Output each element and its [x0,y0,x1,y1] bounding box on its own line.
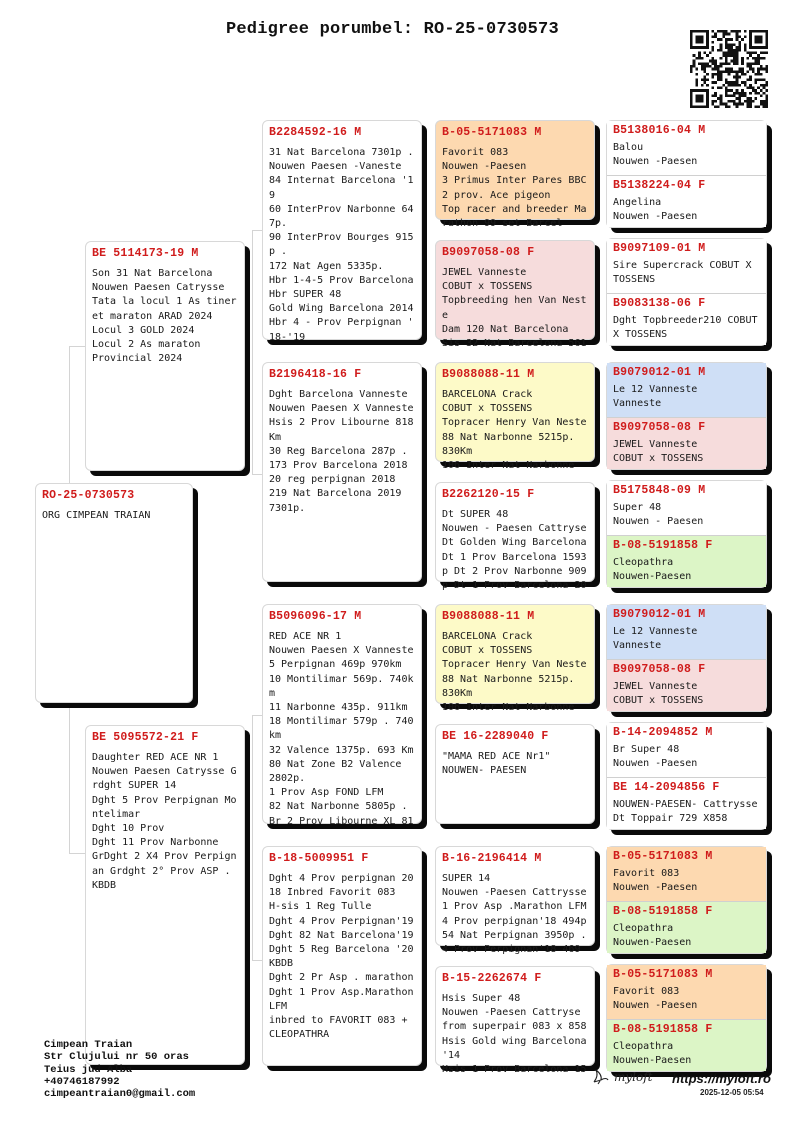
pigeon-info: Dt SUPER 48 Nouwen - Paesen Cattryse Dt Golden Wing Barcelona Dt 1 Prov Barcelona 1593 p Dt 2 Prov Narbonne 909 p Dt 1 Prov Barcelona 20 [442,509,587,592]
pedigree-card-gen3[interactable] [435,240,595,350]
pedigree-card-sire[interactable] [85,241,245,471]
connector-line [599,263,600,321]
gen4-sire[interactable] [607,847,766,901]
ring-number: RO-25-0730573 [42,489,135,502]
pigeon-info: Br Super 48 Nouwen -Paesen [613,744,698,770]
pigeon-info: 31 Nat Barcelona 7301p . Nouwen Paesen -Vaneste 84 Internat Barcelona '1 9 60 InterProv Narbonne 64 7p. 90 InterProv Bourges 915 p . 172 Nat Agen 5335p. Hbr 1-4-5 Prov Barcelona Hbr SUPER 48 Gold Wing Barcelona 2014 Hbr 4 - Prov Perpignan ' 18-'19 [269,147,414,343]
pigeon-info: Le 12 Vanneste Vanneste [613,384,698,410]
pigeon-info: Cleopathra Nouwen-Paesen [613,923,692,949]
pigeon-info: BARCELONA Crack COBUT x TOSSENS Topracer Henry Van Neste 88 Nat Narbonne 5215p. 830Km 106 Inter Nat Narbonne [442,389,587,472]
owner-street: Str Clujului nr 50 oras [44,1051,189,1064]
pigeon-info: Sire Supercrack COBUT X TOSSENS [613,260,752,286]
ring-number: B9088088-11 M [442,610,535,623]
connector-line [426,410,427,530]
pigeon-info: NOUWEN-PAESEN- Cattrysse Dt Toppair 729 X858 [613,799,758,825]
gen4-sire[interactable] [607,121,766,175]
connector-line [599,148,600,206]
gen4-sire[interactable] [607,363,766,417]
ring-number: B9079012-01 M [613,608,706,621]
ring-number: B9097058-08 F [442,246,535,259]
connector-line [426,893,427,1013]
pedigree-card-dam[interactable] [85,725,245,1065]
connector-line [69,346,86,347]
pigeon-info: Favorit 083 Nouwen -Paesen [613,868,698,894]
pedigree-card-gen4-pair[interactable] [606,362,767,470]
pigeon-info: BARCELONA Crack COBUT x TOSSENS Topracer Henry Van Neste 88 Nat Narbonne 5215p. 830Km 106 Inter Nat Narbonne [442,631,587,714]
owner-name: Cimpean Traian [44,1039,133,1051]
ring-number: BE 14-2094856 F [613,781,720,794]
pigeon-info: Hsis Super 48 Nouwen -Paesen Cattryse from superpair 083 x 858 Hsis Gold wing Barcelona '14 Hsis 1 Prov Barcelona 15 [442,993,587,1076]
ring-number: B-05-5171083 M [613,968,713,981]
ring-number: B9083138-06 F [613,297,706,310]
ring-number: B-08-5191858 F [613,539,713,552]
gen4-dam[interactable] [607,901,766,953]
pigeon-info: Balou Nouwen -Paesen [613,142,698,168]
pedigree-card-gen4-pair[interactable] [606,604,767,712]
ring-number: B2196418-16 F [269,368,362,381]
pedigree-card-gen3[interactable] [435,846,595,956]
pigeon-info: SUPER 14 Nouwen -Paesen Cattrysse 1 Prov Asp .Marathon LFM 4 Prov perpignan'18 494p 54 Nat Perpignan 3950p . 4 Prov Perpignan'18 469 [442,873,587,956]
ring-number: B-18-5009951 F [269,852,369,865]
pigeon-logo-icon [592,1068,610,1086]
pedigree-card-gen4-pair[interactable] [606,846,767,954]
pedigree-card-gen3[interactable] [435,724,595,824]
gen4-sire[interactable] [607,965,766,1019]
owner-city: Teius jud Alba [44,1063,133,1076]
ring-number: B2262120-15 F [442,488,535,501]
gen4-dam[interactable] [607,777,766,829]
pedigree-card-gen4-pair[interactable] [606,120,767,228]
pigeon-info: Le 12 Vanneste Vanneste [613,626,698,652]
pigeon-info: Dght Barcelona Vanneste Nouwen Paesen X Vanneste Hsis 2 Prov Libourne 818 Km 30 Reg Barcelona 287p . 173 Prov Barcelona 2018 20 reg perpignan 2018 219 Nat Barcelona 2019 7301p. [269,389,414,514]
pigeon-info: "MAMA RED ACE Nr1" NOUWEN- PAESEN [442,751,551,777]
connector-line [69,704,70,854]
gen4-sire[interactable] [607,239,766,293]
pigeon-info: JEWEL Vanneste COBUT x TOSSENS [613,681,704,707]
page-title: Pedigree porumbel: RO-25-0730573 [226,20,559,39]
ring-number: B-08-5191858 F [613,905,713,918]
ring-number: B-05-5171083 M [442,126,542,139]
gen4-sire[interactable] [607,605,766,659]
pedigree-card-gen2-sire-sire[interactable] [262,120,422,343]
owner-email[interactable]: cimpeantraian0@gmail.com [44,1088,196,1101]
gen4-dam[interactable] [607,175,766,227]
ring-number: BE 5114173-19 M [92,247,199,260]
ring-number: B-05-5171083 M [613,850,713,863]
pedigree-card-gen3[interactable] [435,604,595,714]
pigeon-info: Super 48 Nouwen - Paesen [613,502,704,528]
ring-number: BE 16-2289040 F [442,730,549,743]
pedigree-card-gen3[interactable] [435,482,595,592]
pedigree-card-gen2-dam-dam[interactable] [262,846,422,1066]
gen4-dam[interactable] [607,535,766,587]
pedigree-card-gen3[interactable] [435,966,595,1076]
ring-number: B9088088-11 M [442,368,535,381]
pedigree-card-subject[interactable] [35,483,193,703]
connector-line [426,170,427,290]
connector-line [252,715,253,960]
pigeon-info: Cleopathra Nouwen-Paesen [613,557,692,583]
pedigree-card-gen4-pair[interactable] [606,722,767,830]
pigeon-info: Cleopathra Nouwen-Paesen [613,1041,692,1067]
pigeon-info: Favorit 083 Nouwen -Paesen 3 Primus Inter Pares BBC 2 prov. Ace pigeon Top racer and breeder Ma rathon 99 set Barcel [442,147,587,230]
pigeon-info: RED ACE NR 1 Nouwen Paesen X Vanneste 5 Perpignan 469p 970km 10 Montilimar 569p. 740k m 11 Narbonne 435p. 911km 18 Montilimar 579p . 740 km 32 Valence 1375p. 693 Km 80 Nat Zone B2 Valence 2802p. 1 Prov Asp FOND LFM 82 Nat Narbonne 5805p . Br 2 Prov Libourne XL 81 [269,631,414,827]
pedigree-card-gen4-pair[interactable] [606,238,767,346]
pedigree-card-gen4-pair[interactable] [606,964,767,1072]
connector-line [69,346,70,486]
gen4-dam[interactable] [607,659,766,711]
owner-contact [44,1039,195,1100]
connector-line [252,230,253,475]
connector-line [599,630,600,688]
pedigree-card-gen3[interactable] [435,362,595,472]
pedigree-card-gen2-dam-sire[interactable] [262,604,422,827]
ring-number: BE 5095572-21 F [92,731,199,744]
pigeon-info: Favorit 083 Nouwen -Paesen [613,986,698,1012]
ring-number: B9097058-08 F [613,663,706,676]
ring-number: B5175848-09 M [613,484,706,497]
pigeon-info: Son 31 Nat Barcelona Nouwen Paesen Catrysse Tata la locul 1 As tiner et maraton ARAD 2024 Locul 3 GOLD 2024 Locul 2 As maraton Provincial 2024 [92,268,237,365]
connector-line [599,388,600,446]
ring-number: B-16-2196414 M [442,852,542,865]
pigeon-info: JEWEL Vanneste COBUT x TOSSENS [613,439,704,465]
pedigree-card-gen3[interactable] [435,120,595,230]
ring-number: B5138016-04 M [613,124,706,137]
owner-phone: +40746187992 [44,1075,120,1088]
connector-line [426,652,427,772]
gen4-dam[interactable] [607,1019,766,1071]
brand-name: myloft [614,1070,653,1084]
pigeon-info: JEWEL Vanneste COBUT x TOSSENS Topbreeding hen Van Nest e Dam 120 Nat Barcelona Sis 32 Nat Barcelona 561 [442,267,587,350]
ring-number: B5096096-17 M [269,610,362,623]
gen4-sire[interactable] [607,723,766,777]
brand-logo [592,1068,652,1086]
pigeon-info: ORG CIMPEAN TRAIAN [42,510,151,521]
pedigree-card-gen4-pair[interactable] [606,480,767,588]
connector-line [599,505,600,563]
gen4-sire[interactable] [607,481,766,535]
pigeon-info: Dght Topbreeder210 COBUT X TOSSENS [613,315,758,341]
generated-timestamp: 2025-12-05 05:54 [700,1088,764,1097]
ring-number: B9097058-08 F [613,421,706,434]
connector-line [599,870,600,928]
gen4-dam[interactable] [607,293,766,345]
connector-line [69,853,86,854]
pigeon-info: Dght 4 Prov perpignan 20 18 Inbred Favorit 083 H-sis 1 Reg Tulle Dght 4 Prov Perpignan'19 Dght 82 Nat Barcelona'19 Dght 5 Reg Barcelona '20 KBDB Dght 2 Pr Asp . marathon Dght 1 Prov Asp.Marathon LFM inbred to FAVORIT 083 + CLEOPATHRA [269,873,414,1041]
ring-number: B-14-2094852 M [613,726,713,739]
ring-number: B2284592-16 M [269,126,362,139]
website-link[interactable]: https://myloft.ro [672,1071,771,1086]
ring-number: B5138224-04 F [613,179,706,192]
pigeon-info: Daughter RED ACE NR 1 Nouwen Paesen Catrysse G rdght SUPER 14 Dght 5 Prov Perpignan Mo ntelimar Dght 10 Prov Dght 11 Prov Narbonne GrDght 2 X4 Prov Perpign an Grdght 2° Prov ASP . KBDB [92,752,237,891]
ring-number: B9097109-01 M [613,242,706,255]
qr-code-icon [690,30,768,108]
pigeon-info: Angelina Nouwen -Paesen [613,197,698,223]
connector-line [599,746,600,804]
ring-number: B9079012-01 M [613,366,706,379]
ring-number: B-08-5191858 F [613,1023,713,1036]
pedigree-card-gen2-sire-dam[interactable] [262,362,422,582]
connector-line [599,988,600,1046]
gen4-dam[interactable] [607,417,766,469]
ring-number: B-15-2262674 F [442,972,542,985]
